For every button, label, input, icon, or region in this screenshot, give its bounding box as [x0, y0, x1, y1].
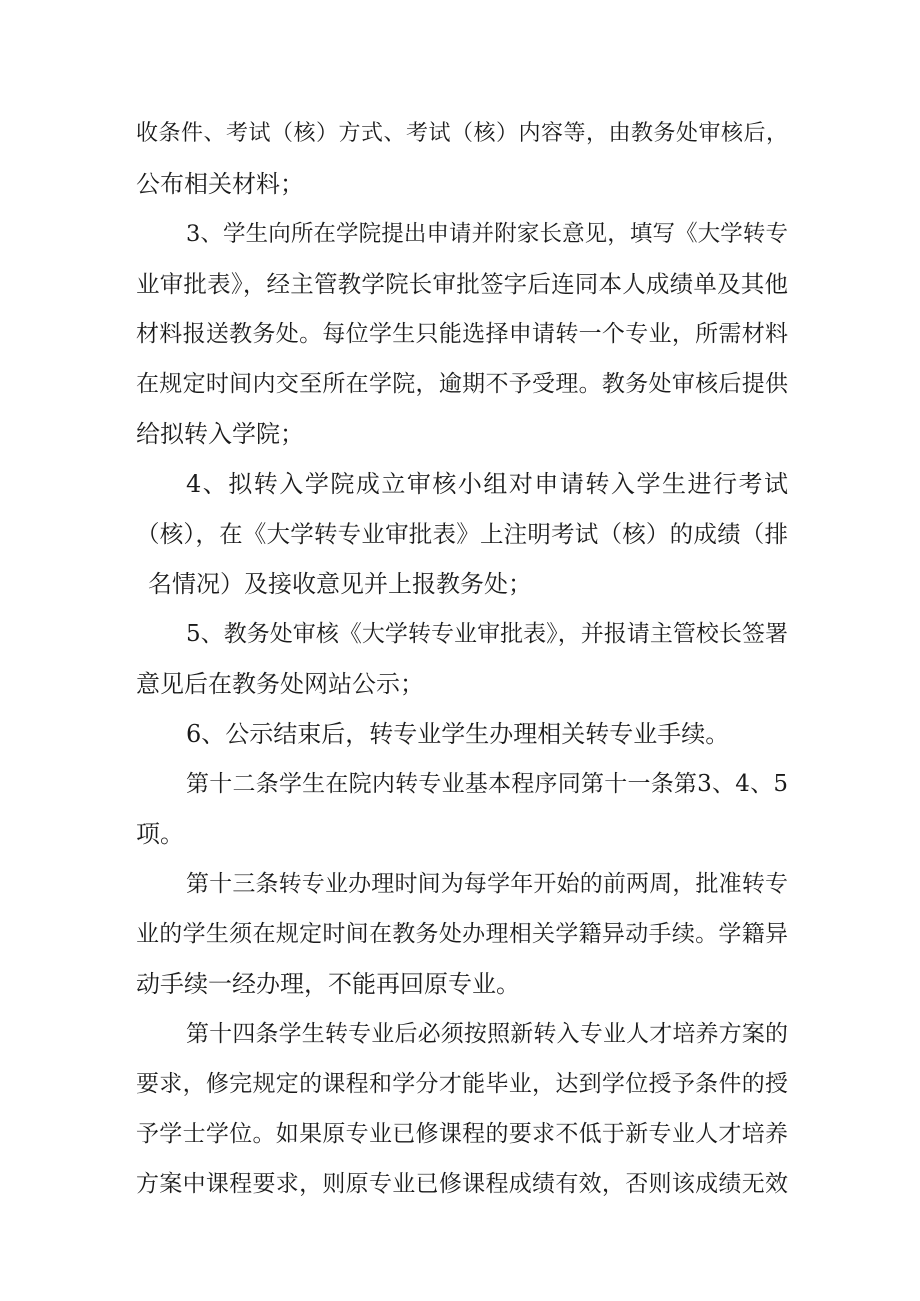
- text-line: 第十二条学生在院内转专业基本程序同第十一条第3、4、5: [186, 771, 788, 797]
- text-line: 要求，修完规定的课程和学分才能毕业，达到学位授予条件的授: [136, 1071, 788, 1097]
- text-line: 6、公示结束后，转专业学生办理相关转专业手续。: [186, 720, 730, 748]
- text-line: 材料报送教务处。每位学生只能选择申请转一个专业，所需材料: [136, 321, 788, 347]
- text-line: 收条件、考试（核）方式、考试（核）内容等，由教务处审核后，: [136, 121, 788, 146]
- text-line: 方案中课程要求，则原专业已修课程成绩有效，否则该成绩无效: [136, 1171, 788, 1197]
- text-line: 意见后在教务处网站公示；: [136, 670, 424, 698]
- text-line: 第十四条学生转专业后必须按照新转入专业人才培养方案的: [186, 1021, 788, 1047]
- text-line: 5、教务处审核《大学转专业审批表》，并报请主管校长签署: [186, 621, 788, 647]
- text-line: 予学士学位。如果原专业已修课程的要求不低于新专业人才培养: [136, 1121, 788, 1147]
- text-line: 3、学生向所在学院提出申请并附家长意见，填写《大学转专: [186, 221, 788, 247]
- text-line: 项。: [136, 820, 184, 848]
- text-line: 给拟转入学院；: [136, 420, 304, 448]
- text-line: （核），在《大学转专业审批表》上注明考试（核）的成绩（排: [136, 520, 788, 548]
- text-line: 动手续一经办理，不能再回原专业。: [136, 970, 520, 998]
- text-line: 名情况）及接收意见并上报教务处；: [148, 570, 532, 598]
- text-line: 业的学生须在规定时间在教务处办理相关学籍异动手续。学籍异: [136, 921, 788, 947]
- text-line: 4、拟转入学院成立审核小组对申请转入学生进行考试: [186, 470, 788, 498]
- text-line: 公布相关材料；: [136, 170, 304, 198]
- text-line: 业审批表》，经主管教学院长审批签字后连同本人成绩单及其他: [136, 270, 788, 298]
- text-line: 在规定时间内交至所在学院，逾期不予受理。教务处审核后提供: [136, 371, 788, 397]
- text-line: 第十三条转专业办理时间为每学年开始的前两周，批准转专: [186, 871, 788, 897]
